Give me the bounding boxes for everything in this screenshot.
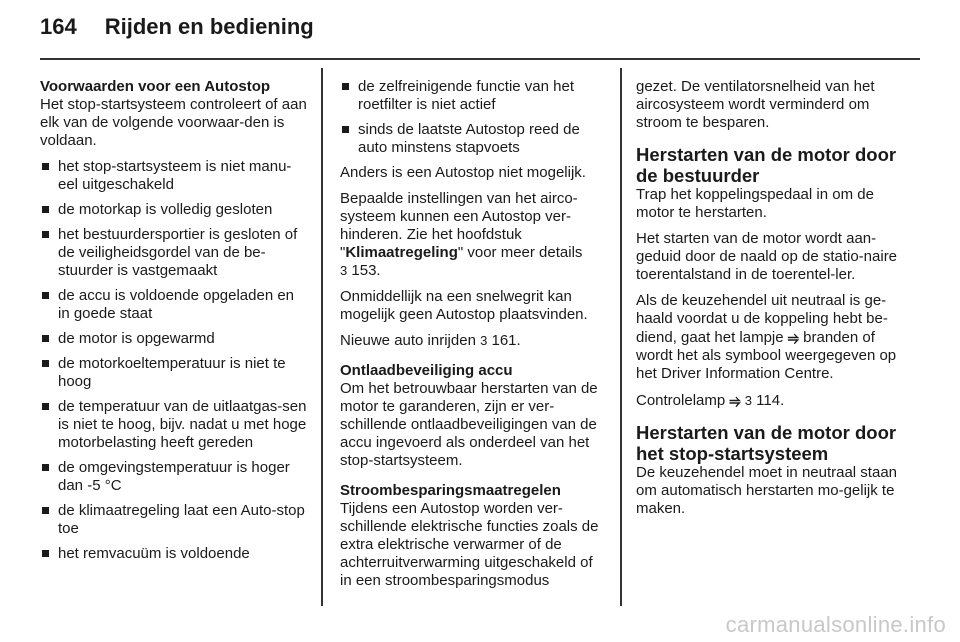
list-item: de motorkap is volledig gesloten <box>40 201 308 219</box>
list-item: de motor is opgewarmd <box>40 330 308 348</box>
list-item: de omgevingstemperatuur is hoger dan -5 °C <box>40 459 308 495</box>
list-item: de klimaatregeling laat een Auto-stop toe <box>40 502 308 538</box>
list-item: de temperatuur van de uitlaatgas-sen is niet te hoog, bijv. nadat u met hoge motorbelasting heeft gereden <box>40 398 308 452</box>
autostop-lamp-icon: ⥤ <box>787 329 799 345</box>
page-ref-icon: 3 <box>340 263 348 278</box>
paragraph: Het starten van de motor wordt aan-geduid door de naald op de statio-naire toerentalstand in de toerentel-ler. <box>636 230 898 283</box>
driver-restart-heading: Herstarten van de motor door de bestuurder <box>636 144 897 186</box>
list-item: het stop-startsysteem is niet manu-eel uitgeschakeld <box>40 158 308 194</box>
break-in-paragraph: Nieuwe auto inrijden 3 161. <box>340 332 521 349</box>
gear-lever-paragraph: Als de keuzehendel uit neutraal is ge-haald voordat u de koppeling hebt be-diend, gaat het lampje ⥤ branden of wordt het als symbool weergegeven op het Driver Information Centre. <box>636 292 897 382</box>
paragraph: Onmiddellijk na een snelwegrit kan mogelijk geen Autostop plaatsvinden. <box>340 288 588 323</box>
page-number: 164 <box>40 14 77 39</box>
paragraph: gezet. De ventilatorsnelheid van het aircosysteem wordt verminderd om stroom te besparen. <box>636 78 875 131</box>
paragraph: Tijdens een Autostop worden ver-schillende elektrische functies zoals de extra elektrische verwarmer of de achterruitverwarming uitgeschakeld of in een stroombesparingsmodus <box>340 500 599 589</box>
paragraph: Om het betrouwbaar herstarten van de motor te garanderen, zijn er ver-schillende ontlaadbeveiligingen van de accu ingevoerd als onderdeel van het stop-startsysteem. <box>340 380 598 469</box>
autostop-conditions-intro: Het stop-startsysteem controleert of aan elk van de volgende voorwaar-den is voldaan. <box>40 96 307 149</box>
list-item: de accu is voldoende opgeladen en in goede staat <box>40 287 308 323</box>
column-divider-1 <box>321 68 323 606</box>
column-divider-2 <box>620 68 622 606</box>
column-3 <box>636 78 906 526</box>
list-item: de motorkoeltemperatuur is niet te hoog <box>40 355 308 391</box>
page-ref[interactable]: 161. <box>491 332 521 349</box>
autostop-lamp-icon: ⥤ <box>729 392 741 408</box>
column-1 <box>40 78 308 570</box>
list-item: sinds de laatste Autostop reed de auto minstens stapvoets <box>340 121 608 157</box>
list-item: de zelfreinigende functie van het roetfilter is niet actief <box>340 78 608 114</box>
page-ref-icon: 3 <box>744 393 752 408</box>
page-ref[interactable]: 153. <box>351 262 381 279</box>
page-header <box>40 14 314 54</box>
system-restart-heading: Herstarten van de motor door het stop-startsysteem <box>636 422 897 464</box>
conditions-list <box>40 158 308 563</box>
climate-control-link[interactable]: Klimaatregeling <box>345 244 458 261</box>
page-ref-icon: 3 <box>480 333 488 348</box>
paragraph: De keuzehendel moet in neutraal staan om automatisch herstarten mo-gelijk te maken. <box>636 464 898 517</box>
climate-paragraph: Bepaalde instellingen van het airco-systeem kunnen een Autostop ver-hinderen. Zie het hoofdstuk "Klimaatregeling" voor meer details 3 153. <box>340 190 583 279</box>
column-2 <box>340 78 608 598</box>
control-lamp-paragraph: Controlelamp ⥤ 3 114. <box>636 392 785 409</box>
power-saving-heading: Stroombesparingsmaatregelen <box>340 482 561 499</box>
page-title: Rijden en bediening <box>104 14 314 39</box>
list-item: het bestuurdersportier is gesloten of de veiligheidsgordel van de be-stuurder is vastgemaakt <box>40 226 308 280</box>
autostop-conditions-heading: Voorwaarden voor een Autostop <box>40 78 271 95</box>
list-item: het remvacuüm is voldoende <box>40 545 308 563</box>
watermark: carmanualsonline.info <box>725 612 946 637</box>
battery-protection-heading: Ontlaadbeveiliging accu <box>340 362 513 379</box>
header-rule <box>40 58 920 60</box>
conditions-list-continued <box>340 78 608 157</box>
paragraph: Anders is een Autostop niet mogelijk. <box>340 164 586 181</box>
paragraph: Trap het koppelingspedaal in om de motor te herstarten. <box>636 186 874 221</box>
page-ref[interactable]: 114. <box>756 392 785 409</box>
